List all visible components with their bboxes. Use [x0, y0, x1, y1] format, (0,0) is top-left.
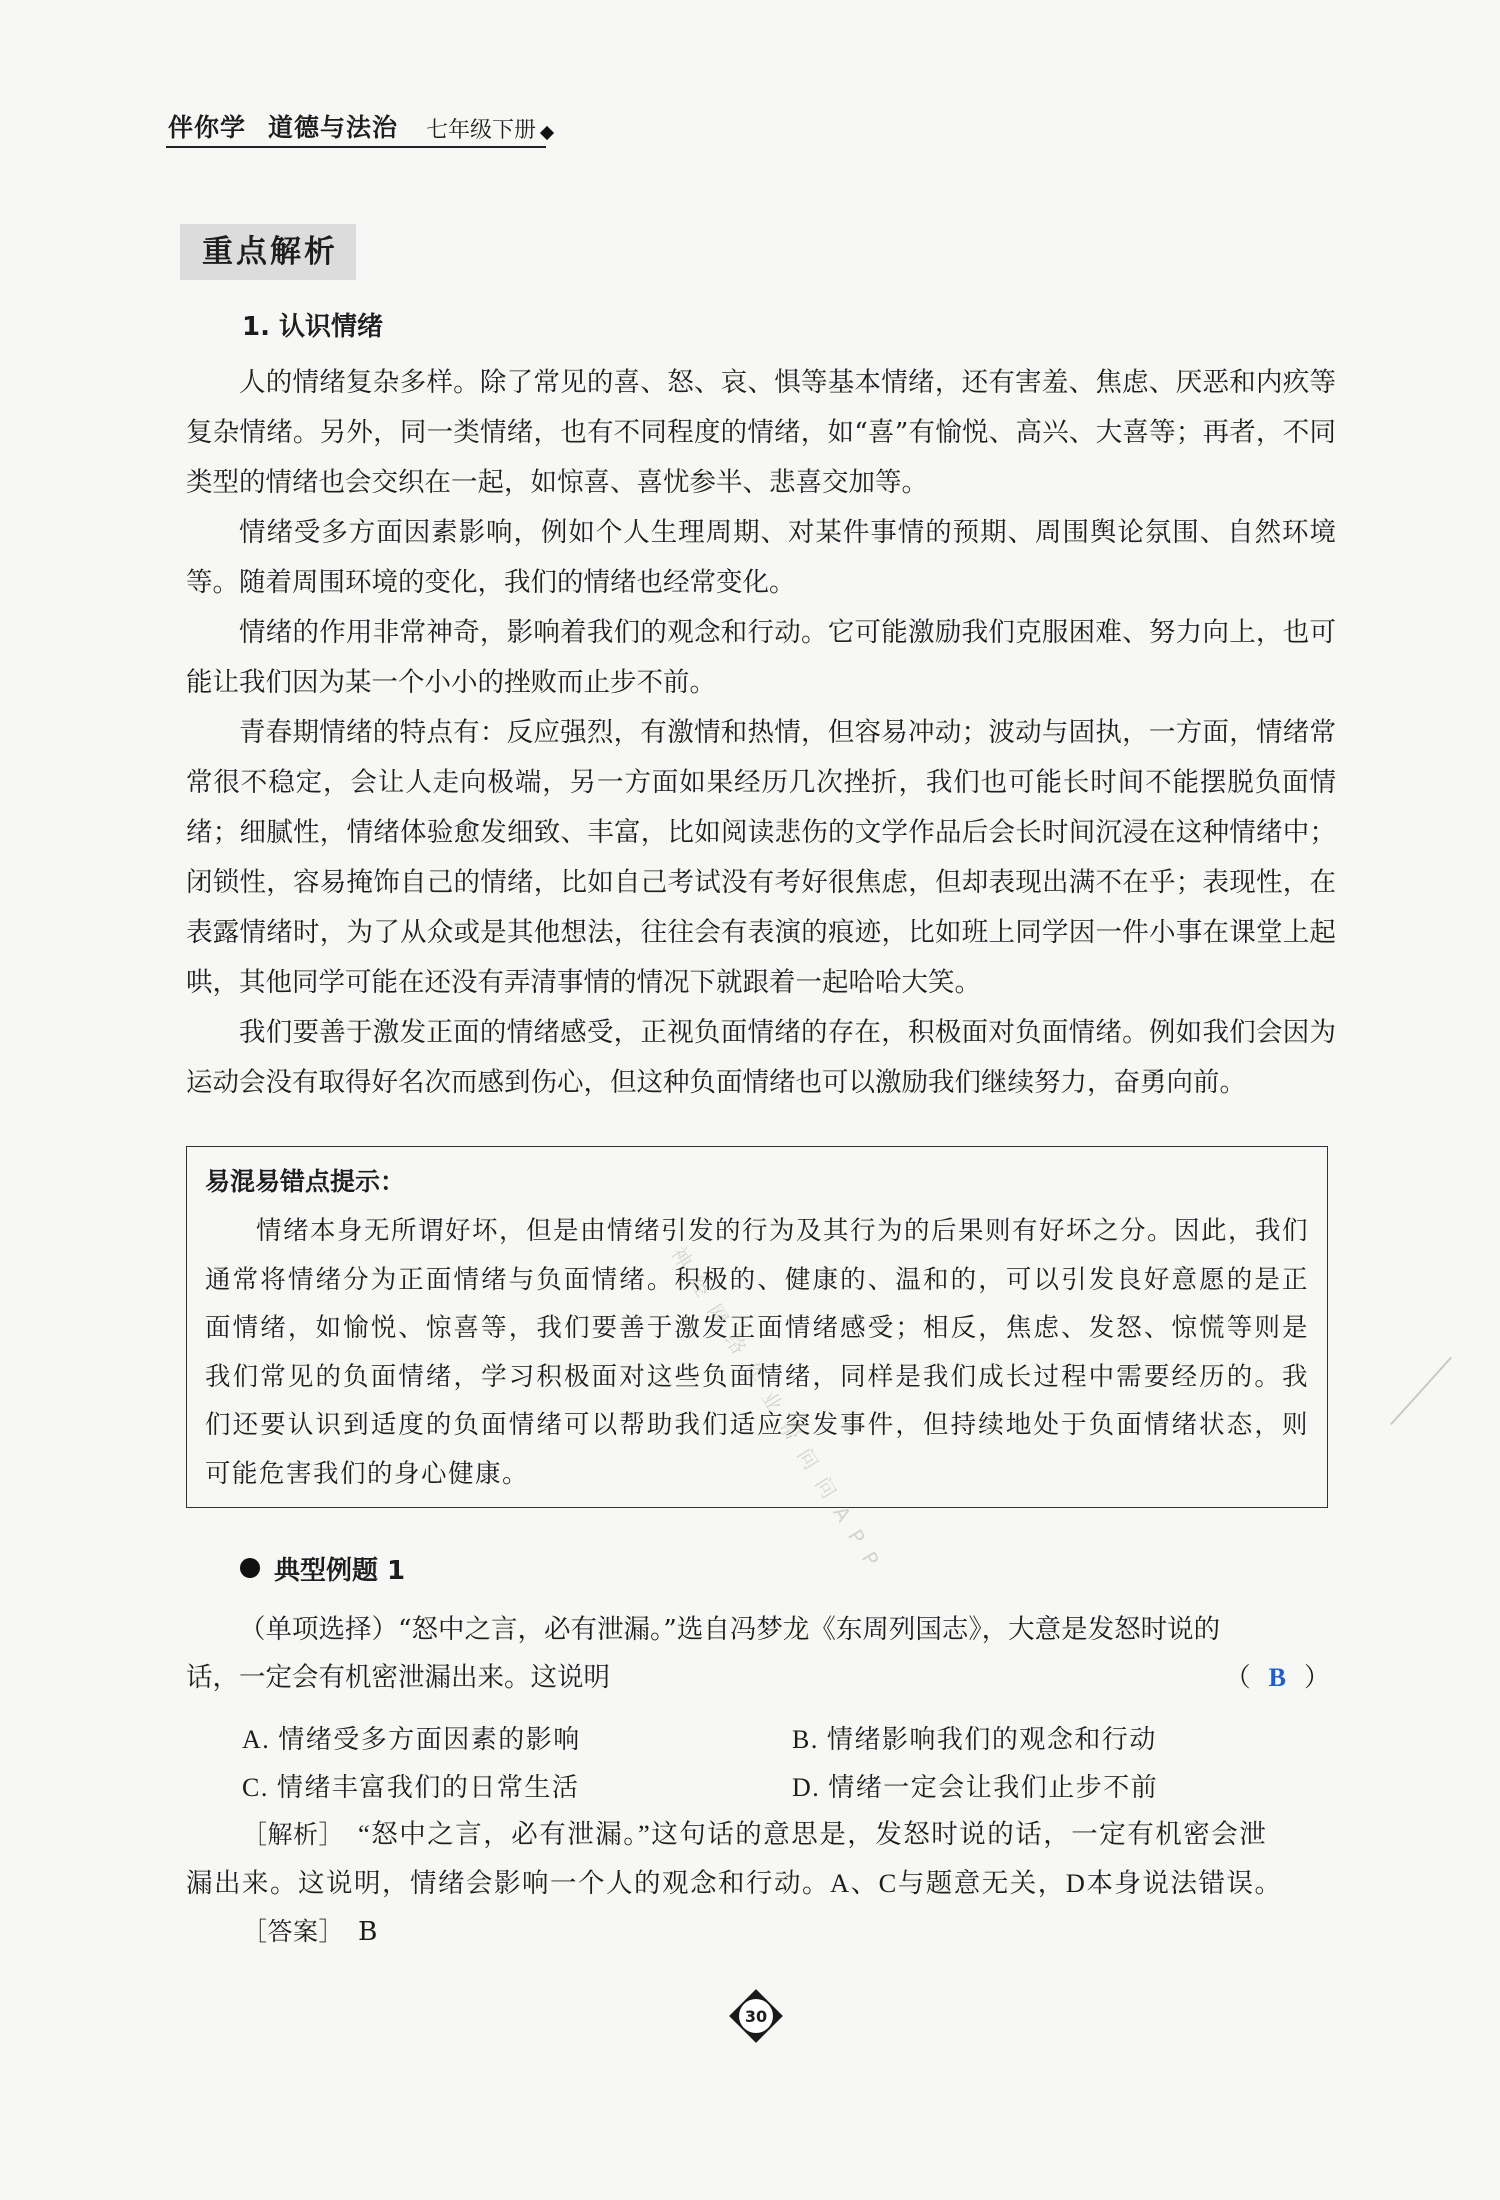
tip-box	[186, 1146, 1328, 1508]
paragraph: 我们要善于激发正面的情绪感受，正视负面情绪的存在，积极面对负面情绪。例如我们会因为运动会没有取得好名次而感到伤心，但这种负面情绪也可以激励我们继续努力，奋勇向前。	[186, 1017, 1336, 1098]
subject-name: 道德与法治	[268, 113, 399, 142]
diamond-icon	[540, 126, 554, 140]
series-name: 伴你学	[168, 113, 247, 142]
analysis-line	[186, 1859, 1336, 1908]
analysis	[186, 1810, 1336, 1956]
example-title: 典型例题 1	[274, 1555, 406, 1586]
tip-title: 易混易错点提示：	[205, 1167, 406, 1196]
question-line: （单项选择）“怒中之言，必有泄漏。”选自冯梦龙《东周列国志》，大意是发怒时说的	[239, 1614, 1221, 1645]
answer-line	[186, 1908, 1336, 1956]
section-title: 重点解析	[180, 224, 356, 280]
paragraph: 情绪的作用非常神奇，影响着我们的观念和行动。它可能激励我们克服困难、努力向上，也可能让我们因为某一个小小的挫败而止步不前。	[186, 617, 1336, 698]
option-a: A. 情绪受多方面因素的影响	[242, 1725, 581, 1754]
page-header	[168, 100, 536, 144]
option-c: C. 情绪丰富我们的日常生活	[242, 1773, 580, 1802]
answer-bracket	[1225, 1654, 1330, 1702]
analysis-text: 漏出来。这说明，情绪会影响一个人的观念和行动。A、C与题意无关，D本身说法错误。	[186, 1868, 1283, 1898]
answer-tag: ［答案］	[242, 1917, 345, 1946]
bracket-open: （	[1224, 1663, 1251, 1693]
scan-mark	[1390, 1357, 1452, 1425]
paragraph: 青春期情绪的特点有：反应强烈，有激情和热情，但容易冲动；波动与固执，一方面，情绪常常很不稳定，会让人走向极端，另一方面如果经历几次挫折，我们也可能长时间不能摆脱负面情绪；细腻性，情绪体验愈发细致、丰富，比如阅读悲伤的文学作品后会长时间沉浸在这种情绪中；闭锁性，容易掩饰自己的情绪，比如自己考试没有考好很焦虑，但却表现出满不在乎；表现性，在表露情绪时，为了从众或是其他想法，往往会有表演的痕迹，比如班上同学因一件小事在课堂上起哄，其他同学可能在还没有弄清事情的情况下就跟着一起哈哈大笑。	[186, 717, 1336, 998]
answer-value: B	[358, 1916, 378, 1947]
header-rule	[166, 146, 546, 148]
main-content	[186, 306, 1336, 1108]
analysis-tag: ［解析］	[242, 1820, 345, 1849]
option-d: D. 情绪一定会让我们止步不前	[792, 1773, 1159, 1802]
page-number: 30	[739, 1999, 773, 2033]
bracket-close: ）	[1303, 1663, 1330, 1693]
bullet-icon	[240, 1558, 260, 1578]
watermark: 神经网络作业帮问问APP	[666, 1242, 892, 1583]
analysis-text: “怒中之言，必有泄漏。”这句话的意思是，发怒时说的话，一定有机密会泄	[358, 1819, 1268, 1849]
option-b: B. 情绪影响我们的观念和行动	[792, 1725, 1157, 1754]
subheading: 1. 认识情绪	[242, 312, 384, 342]
tip-body: 情绪本身无所谓好坏，但是由情绪引发的行为及其行为的后果则有好坏之分。因此，我们通常将情绪分为正面情绪与负面情绪。积极的、健康的、温和的，可以引发良好意愿的是正面情绪，如愉悦、惊喜等，我们要善于激发正面情绪感受；相反，焦虑、发怒、惊慌等则是我们常见的负面情绪，学习积极面对这些负面情绪，同样是我们成长过程中需要经历的。我们还要认识到适度的负面情绪可以帮助我们适应突发事件，但持续地处于负面情绪状态，则可能危害我们的身心健康。	[205, 1216, 1310, 1488]
question-line	[186, 1654, 1336, 1702]
question-stem	[186, 1606, 1336, 1702]
question-line-text: 话，一定会有机密泄漏出来。这说明	[186, 1662, 610, 1693]
paragraph: 情绪受多方面因素影响，例如个人生理周期、对某件事情的预期、周围舆论氛围、自然环境等。随着周围环境的变化，我们的情绪也经常变化。	[186, 517, 1336, 598]
page-number-badge	[730, 1990, 782, 2042]
options-row	[242, 1716, 1342, 1764]
paragraph: 人的情绪复杂多样。除了常见的喜、怒、哀、惧等基本情绪，还有害羞、焦虑、厌恶和内疚等复杂情绪。另外，同一类情绪，也有不同程度的情绪，如“喜”有愉悦、高兴、大喜等；再者，不同类型的情绪也会交织在一起，如惊喜、喜忧参半、悲喜交加等。	[186, 367, 1336, 498]
example-heading	[240, 1548, 405, 1588]
analysis-line	[186, 1810, 1336, 1859]
options-row	[242, 1764, 1342, 1812]
answer-choice: B	[1268, 1663, 1286, 1692]
options	[242, 1716, 1342, 1812]
grade-label: 七年级下册	[426, 118, 537, 143]
